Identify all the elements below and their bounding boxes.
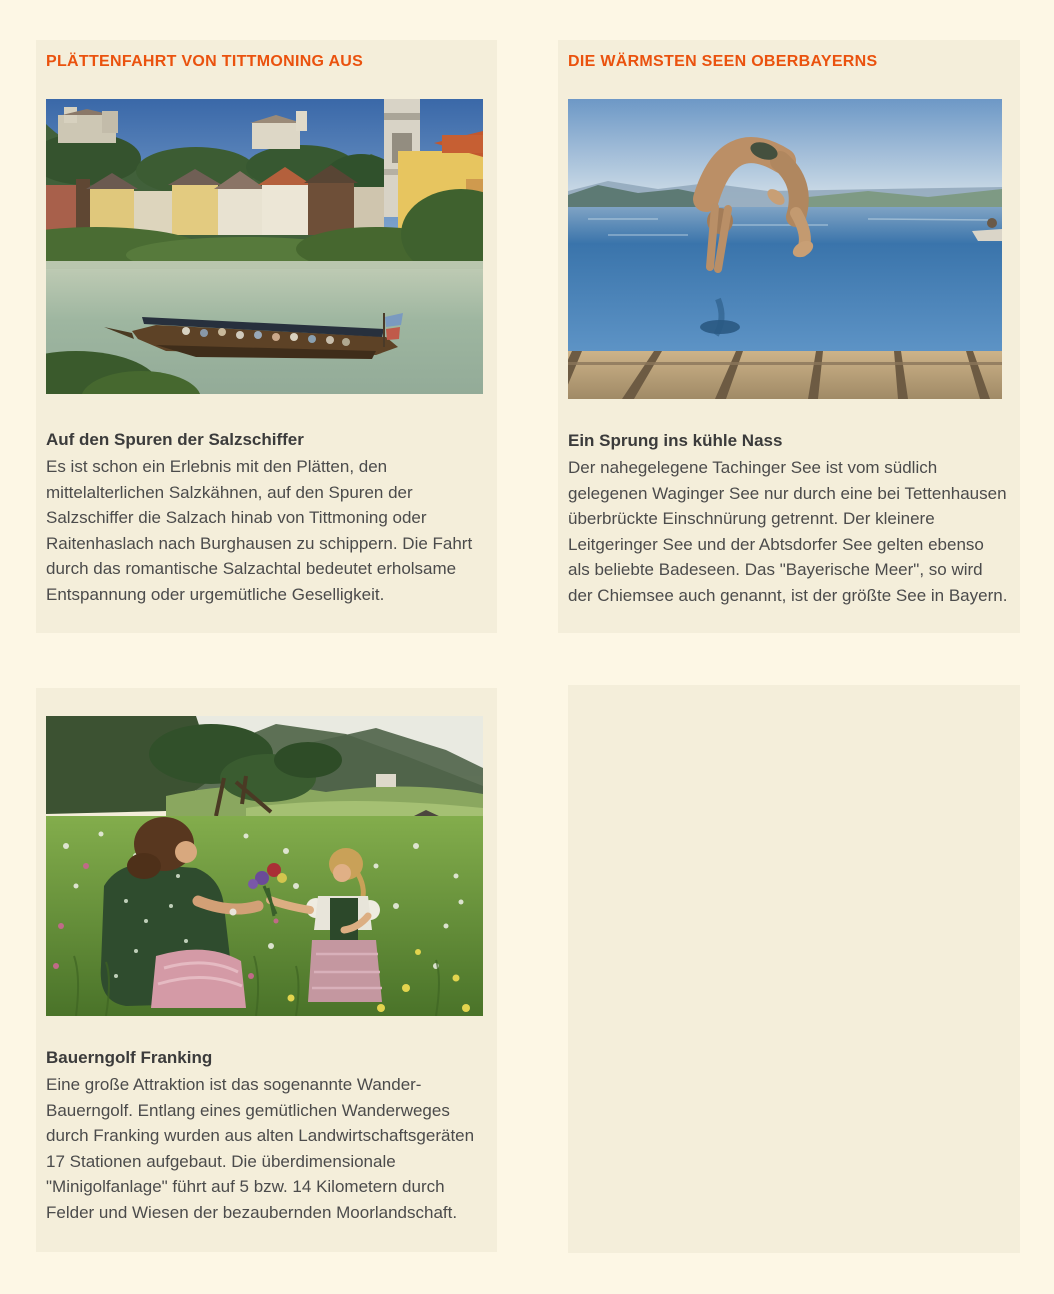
plaettenfahrt-title: Auf den Spuren der Salzschiffer	[46, 430, 304, 449]
plaettenfahrt-photo[interactable]	[46, 99, 487, 394]
bauerngolf-photo[interactable]	[46, 716, 487, 1016]
tittmoning-riverboat-photo	[46, 99, 483, 394]
teaser-card-plaettenfahrt	[36, 40, 497, 633]
lake-diver-photo	[568, 99, 1002, 399]
bauerngolf-text: Eine große Attraktion ist das sogenannte Wander-Bauerngolf. Entlang eines gemütlichen Wanderweges durch Franking wurden aus alten Landwirtschaftsgeräten 17 Stationen aufgebaut. Die überdimensionale "Minigolfanlage" führt auf 5 bzw. 14 Kilometern durch Felder und Wiesen der bezaubernden Moorlandschaft.	[46, 1075, 475, 1222]
teaser-card-bauerngolf	[36, 688, 497, 1252]
plaettenfahrt-text: Es ist schon ein Erlebnis mit den Plätten, den mittelalterlichen Salzkähnen, auf den Spuren der Salzschiffer die Salzach hinab von Tittmoning oder Raitenhaslach nach Burghausen zu schippern. Die Fahrt durch das romantische Salzachtal bedeutet erholsame Entspannung oder urgemütliche Geselligkeit.	[46, 457, 473, 604]
seen-header[interactable]: DIE WÄRMSTEN SEEN OBERBAYERNS	[568, 53, 878, 70]
seen-photo[interactable]	[568, 99, 1010, 399]
seen-title: Ein Sprung ins kühle Nass	[568, 431, 783, 450]
plaettenfahrt-header[interactable]: PLÄTTENFAHRT VON TITTMONING AUS	[46, 53, 364, 70]
teaser-card-seen	[558, 40, 1020, 633]
meadow-mother-child-photo	[46, 716, 483, 1016]
seen-text: Der nahegelegene Tachinger See ist vom südlich gelegenen Waginger See nur durch eine bei Tettenhausen überbrückte Einschnürung getrennt. Der kleinere Leitgeringer See und der Abtsdorfer See gelten ebenso als beliebte Badeseen. Das "Bayerische Meer", so wird der Chiemsee auch genannt, ist der größte See in Bayern.	[568, 458, 1008, 605]
bauerngolf-title: Bauerngolf Franking	[46, 1048, 213, 1067]
empty-teaser-card	[568, 685, 1020, 1253]
